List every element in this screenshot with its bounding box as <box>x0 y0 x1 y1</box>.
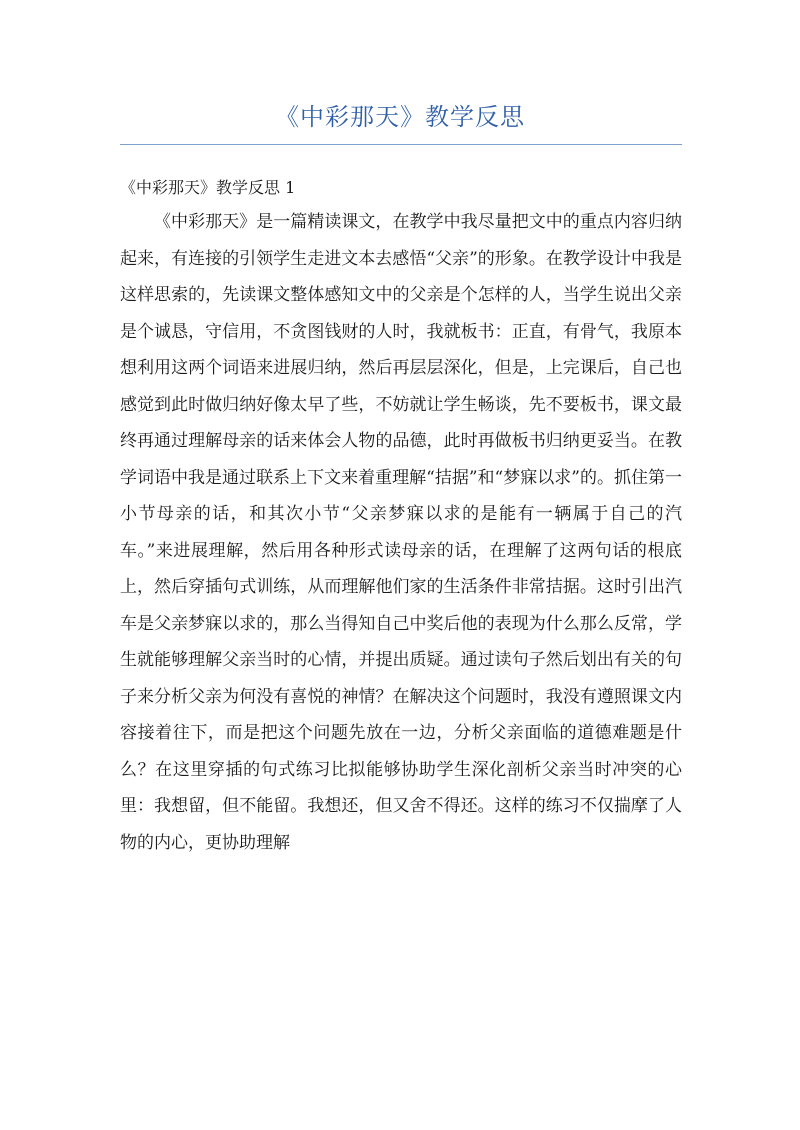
body-paragraph: 《中彩那天》是一篇精读课文，在教学中我尽量把文中的重点内容归纳起来，有连接的引领学生走进文本去感悟“父亲”的形象。在教学设计中我是这样思索的，先读课文整体感知文中的父亲是个怎样的人，当学生说出父亲是个诚恳，守信用，不贪图钱财的人时，我就板书：正直，有骨气，我原本想利用这两个词语来进展归纳，然后再层层深化，但是，上完课后，自己也感觉到此时做归纳好像太早了些，不妨就让学生畅谈，先不要板书，课文最终再通过理解母亲的话来体会人物的品德，此时再做板书归纳更妥当。在教学词语中我是通过联系上下文来着重理解“拮据”和“梦寐以求”的。抓住第一小节母亲的话，和其次小节“父亲梦寐以求的是能有一辆属于自己的汽车。”来进展理解，然后用各种形式读母亲的话，在理解了这两句话的根底上，然后穿插句式训练，从而理解他们家的生活条件非常拮据。这时引出汽车是父亲梦寐以求的，那么当得知自己中奖后他的表现为什么那么反常，学生就能够理解父亲当时的心情，并提出质疑。通过读句子然后划出有关的句子来分析父亲为何没有喜悦的神情？在解决这个问题时，我没有遵照课文内容接着往下，而是把这个问题先放在一边，分析父亲面临的道德难题是什么？在这里穿插的句式练习比拟能够协助学生深化剖析父亲当时冲突的心里：我想留，但不能留。我想还，但又舍不得还。这样的练习不仅揣摩了人物的内心，更协助理解 <box>120 212 682 853</box>
document-title: 《中彩那天》教学反思 <box>275 103 525 131</box>
section-heading: 《中彩那天》教学反思 1 <box>120 178 296 197</box>
title-divider <box>120 144 682 145</box>
